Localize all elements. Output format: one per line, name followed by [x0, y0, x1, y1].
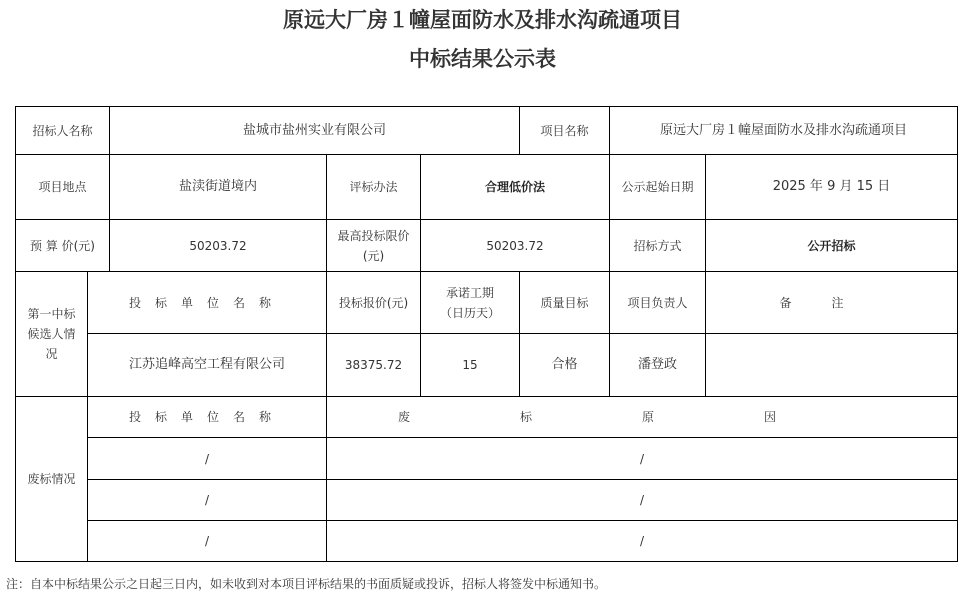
budget-value: 50203.72 [109, 219, 327, 272]
eval-method-label: 评标办法 [326, 154, 421, 220]
location-value: 盐渎街道境内 [109, 154, 327, 220]
footnote: 注：自本中标结果公示之日起三日内，如未收到对本项目评标结果的书面质疑或投诉，招标人将签发中标通知书。 [6, 577, 607, 591]
project-name-value: 原远大厂房１幢屋面防水及排水沟疏通项目 [609, 106, 958, 155]
tender-method-value: 公开招标 [705, 219, 958, 272]
rejected-section-label: 废标情况 [15, 396, 88, 562]
location-label: 项目地点 [15, 154, 110, 220]
candidate-manager: 潘登政 [609, 333, 706, 397]
tenderer-label: 招标人名称 [15, 106, 110, 155]
candidate-duration: 15 [420, 333, 520, 397]
candidate-bidder-name: 江苏追峰高空工程有限公司 [87, 333, 327, 397]
candidate-header-manager: 项目负责人 [609, 271, 706, 334]
rejected-row-reason: / [326, 520, 958, 562]
rejected-row-reason: / [326, 479, 958, 521]
candidate-header-quality: 质量目标 [519, 271, 610, 334]
candidate-remarks [705, 333, 958, 397]
rejected-header-reason: 废标原因 [326, 396, 958, 438]
rejected-row-reason: / [326, 437, 958, 480]
candidate-quality: 合格 [519, 333, 610, 397]
tender-method-label: 招标方式 [609, 219, 706, 272]
candidate-header-remarks: 备注 [705, 271, 958, 334]
candidate-bid-price: 38375.72 [326, 333, 421, 397]
candidate-header-price: 投标报价(元) [326, 271, 421, 334]
rejected-row-bidder: / [87, 479, 327, 521]
candidate-header-duration: 承诺工期（日历天） [420, 271, 520, 334]
publish-date-label: 公示起始日期 [609, 154, 706, 220]
eval-method-value: 合理低价法 [420, 154, 610, 220]
max-price-value: 50203.72 [420, 219, 610, 272]
document-subtitle: 中标结果公示表 [409, 46, 556, 71]
publish-date-value: 2025 年 9 月 15 日 [705, 154, 958, 220]
budget-label: 预 算 价(元) [15, 219, 110, 272]
document-title: 原远大厂房１幢屋面防水及排水沟疏通项目 [283, 7, 682, 32]
candidate-header-bidder: 投标单位名称 [87, 271, 327, 334]
rejected-header-bidder: 投标单位名称 [87, 396, 327, 438]
rejected-row-bidder: / [87, 520, 327, 562]
tenderer-value: 盐城市盐州实业有限公司 [109, 106, 520, 155]
candidate-section-label: 第一中标候选人情况 [15, 271, 88, 397]
max-price-label: 最高投标限价(元) [326, 219, 421, 272]
rejected-row-bidder: / [87, 437, 327, 480]
project-name-label: 项目名称 [519, 106, 610, 155]
